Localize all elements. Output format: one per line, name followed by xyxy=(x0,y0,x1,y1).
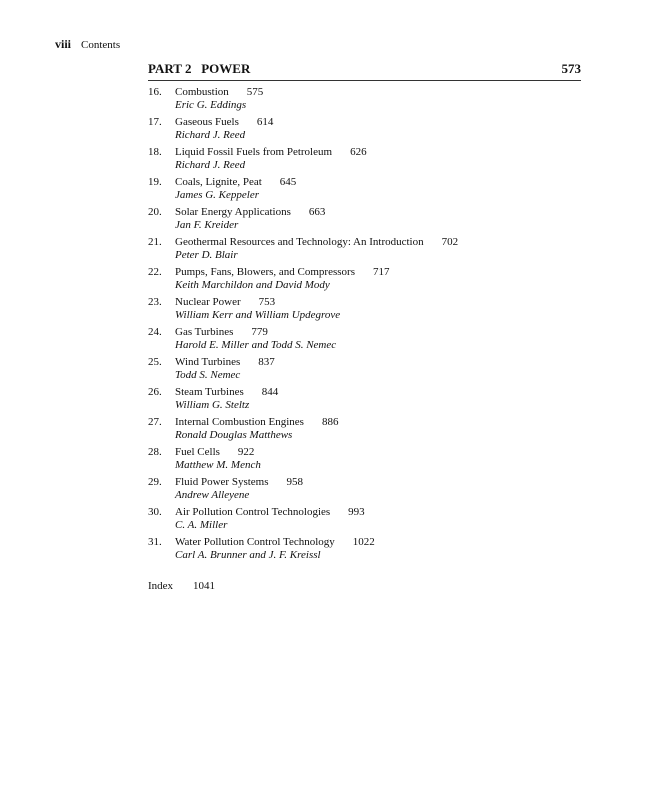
chapter-author: William G. Steltz xyxy=(175,399,250,411)
index-label: Index xyxy=(148,580,174,592)
chapter-title: Gas Turbines xyxy=(175,326,234,338)
chapter-title-line xyxy=(175,416,338,429)
toc-entry[interactable] xyxy=(148,356,581,386)
toc-entry[interactable] xyxy=(148,146,581,176)
chapter-title: Pumps, Fans, Blowers, and Compressors xyxy=(175,266,355,278)
chapter-page: 575 xyxy=(246,86,264,98)
toc-entry[interactable] xyxy=(148,266,581,296)
chapter-title-line xyxy=(175,146,367,159)
toc-entry[interactable] xyxy=(148,236,581,266)
toc-entry[interactable] xyxy=(148,386,581,416)
chapter-author: James G. Keppeler xyxy=(175,189,260,201)
chapter-title: Steam Turbines xyxy=(175,386,244,398)
chapter-author: Carl A. Brunner and J. F. Kreissl xyxy=(175,549,321,561)
chapter-author: Richard J. Reed xyxy=(175,129,246,141)
chapter-number: 28. xyxy=(148,446,162,458)
chapter-author: Eric G. Eddings xyxy=(175,99,247,111)
chapter-number: 25. xyxy=(148,356,162,368)
chapter-title-line xyxy=(175,446,254,459)
chapter-page: 614 xyxy=(256,116,274,128)
chapter-author: Matthew M. Mench xyxy=(175,459,261,471)
chapter-page: 993 xyxy=(348,506,365,518)
part-title: PART 2 POWER xyxy=(148,61,251,76)
chapter-title-line xyxy=(175,266,389,279)
chapter-title-line xyxy=(175,176,296,189)
chapter-number: 17. xyxy=(148,116,162,128)
chapter-page: 626 xyxy=(350,146,367,158)
running-head-label: Contents xyxy=(81,39,121,51)
page-folio: viii xyxy=(55,37,72,51)
chapter-title-line xyxy=(175,326,268,339)
chapter-title: Coals, Lignite, Peat xyxy=(175,176,262,188)
chapter-number: 22. xyxy=(148,266,162,278)
chapter-title-line xyxy=(175,206,325,219)
chapter-page: 753 xyxy=(258,296,276,308)
chapter-page: 645 xyxy=(279,176,297,188)
toc-entry[interactable] xyxy=(148,86,581,116)
chapter-author: William Kerr and William Updegrove xyxy=(175,309,341,321)
chapter-number: 23. xyxy=(148,296,162,308)
chapter-author: Ronald Douglas Matthews xyxy=(175,429,293,441)
toc-entry[interactable] xyxy=(148,116,581,146)
chapter-number: 16. xyxy=(148,86,162,98)
chapter-page: 663 xyxy=(308,206,326,218)
chapter-number: 20. xyxy=(148,206,162,218)
chapter-number: 31. xyxy=(148,536,162,548)
chapter-title-line xyxy=(175,386,278,399)
toc-entry[interactable] xyxy=(148,176,581,206)
chapter-author: Jan F. Kreider xyxy=(175,219,239,231)
chapter-title-line xyxy=(175,296,275,309)
chapter-number: 24. xyxy=(148,326,162,338)
chapter-title: Nuclear Power xyxy=(175,296,241,308)
chapter-number: 19. xyxy=(148,176,162,188)
chapter-title: Fluid Power Systems xyxy=(175,476,269,488)
chapter-page: 779 xyxy=(251,326,268,338)
chapter-title: Solar Energy Applications xyxy=(175,206,291,218)
chapter-page: 702 xyxy=(441,236,459,248)
toc-list xyxy=(148,86,581,566)
toc-entry[interactable] xyxy=(148,506,581,536)
toc-entry[interactable] xyxy=(148,416,581,446)
chapter-number: 30. xyxy=(148,506,162,518)
chapter-author: Peter D. Blair xyxy=(175,249,238,261)
toc-entry[interactable] xyxy=(148,446,581,476)
toc-entry[interactable] xyxy=(148,476,581,506)
chapter-number: 18. xyxy=(148,146,162,158)
chapter-number: 21. xyxy=(148,236,162,248)
chapter-title: Internal Combustion Engines xyxy=(175,416,304,428)
index-entry[interactable] xyxy=(148,580,215,592)
chapter-author: C. A. Miller xyxy=(175,519,228,531)
toc-entry[interactable] xyxy=(148,536,581,566)
chapter-author: Harold E. Miller and Todd S. Nemec xyxy=(175,339,337,351)
chapter-author: Todd S. Nemec xyxy=(175,369,241,381)
chapter-number: 26. xyxy=(148,386,162,398)
toc-entry[interactable] xyxy=(148,206,581,236)
chapter-title-line xyxy=(175,536,375,549)
chapter-author: Andrew Alleyene xyxy=(175,489,250,501)
toc-entry[interactable] xyxy=(148,326,581,356)
chapter-page: 844 xyxy=(261,386,279,398)
chapter-title: Liquid Fossil Fuels from Petroleum xyxy=(175,146,333,158)
chapter-title: Combustion xyxy=(175,86,229,98)
chapter-title-line xyxy=(175,116,273,129)
part-heading xyxy=(148,61,581,81)
chapter-number: 29. xyxy=(148,476,162,488)
chapter-title-line xyxy=(175,86,263,99)
chapter-title-line xyxy=(175,476,303,489)
chapter-page: 837 xyxy=(258,356,275,368)
chapter-title: Gaseous Fuels xyxy=(175,116,239,128)
toc-entry[interactable] xyxy=(148,296,581,326)
chapter-author: Keith Marchildon and David Mody xyxy=(175,279,330,291)
chapter-page: 886 xyxy=(321,416,339,428)
chapter-title: Geothermal Resources and Technology: An Introduction xyxy=(175,236,424,248)
chapter-title: Air Pollution Control Technologies xyxy=(175,506,331,518)
index-page: 1041 xyxy=(193,580,216,592)
chapter-title: Water Pollution Control Technology xyxy=(175,536,335,548)
chapter-page: 1022 xyxy=(352,536,375,548)
chapter-title-line xyxy=(175,506,365,519)
part-page: 573 xyxy=(561,61,581,76)
chapter-author: Richard J. Reed xyxy=(175,159,246,171)
chapter-title-line xyxy=(175,236,458,249)
chapter-title-line xyxy=(175,356,275,369)
chapter-title: Wind Turbines xyxy=(175,356,241,368)
running-head xyxy=(55,37,120,52)
chapter-page: 922 xyxy=(237,446,255,458)
chapter-title: Fuel Cells xyxy=(175,446,220,458)
chapter-page: 958 xyxy=(286,476,304,488)
chapter-number: 27. xyxy=(148,416,162,428)
chapter-page: 717 xyxy=(372,266,390,278)
